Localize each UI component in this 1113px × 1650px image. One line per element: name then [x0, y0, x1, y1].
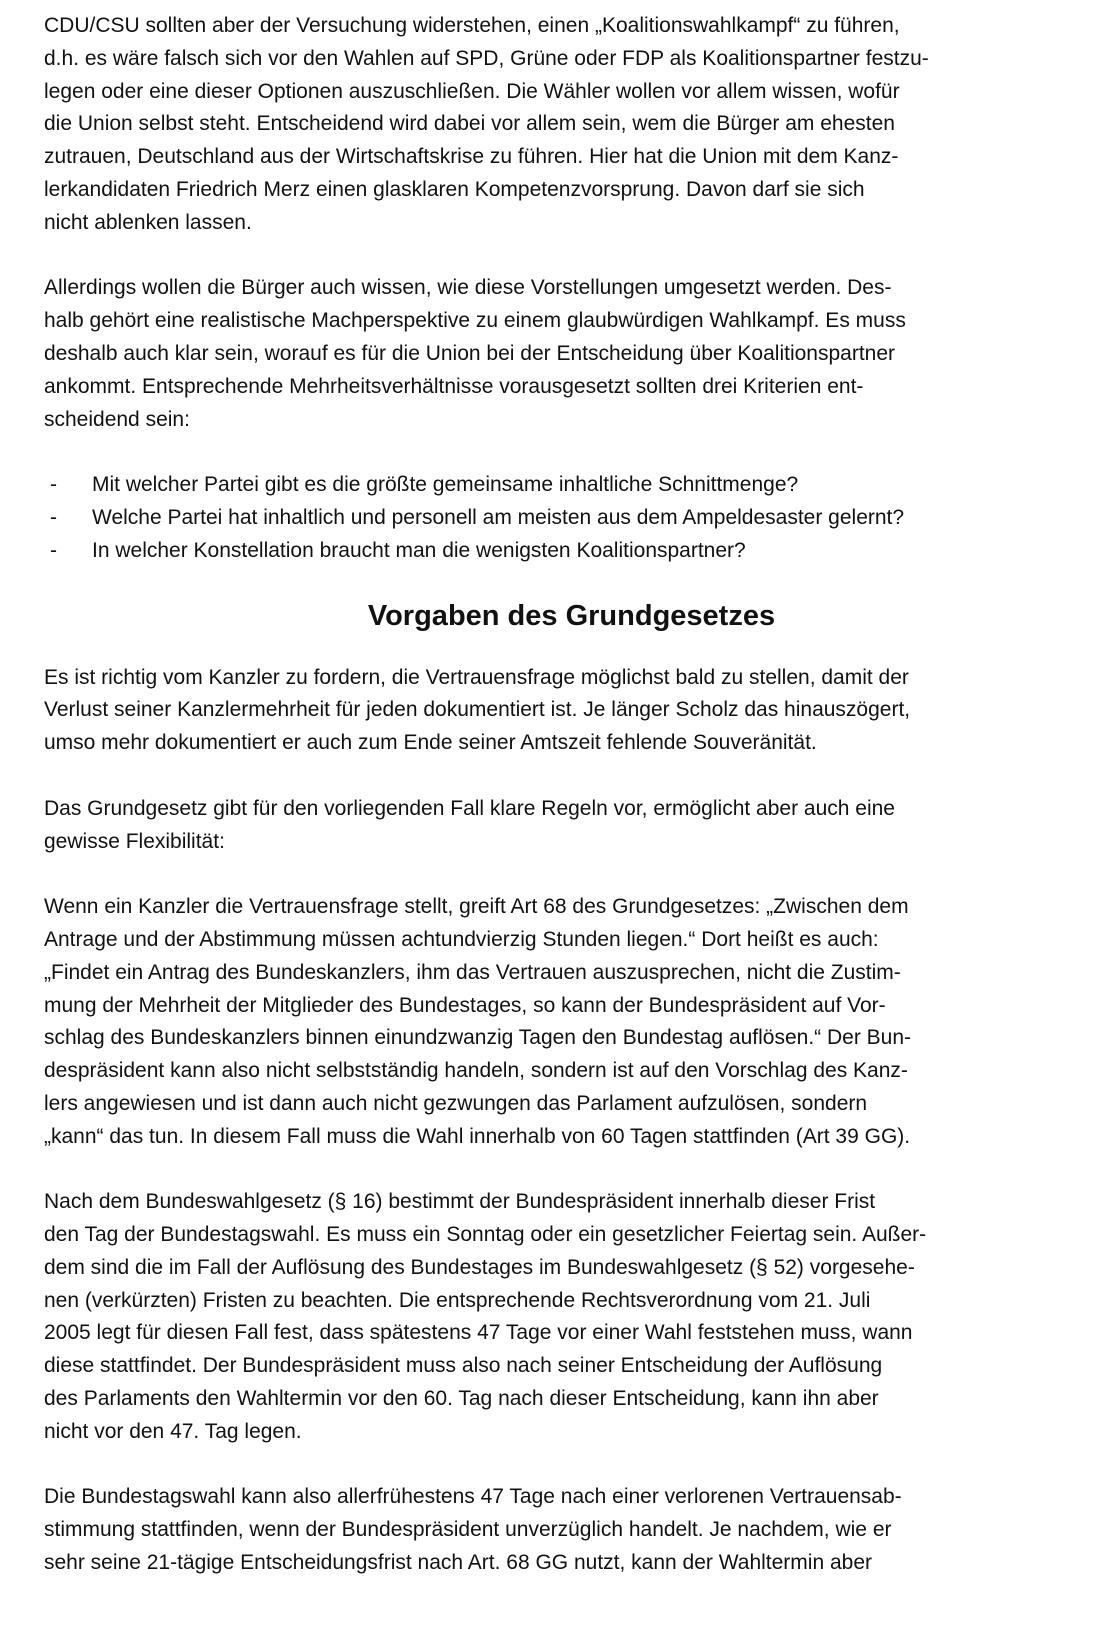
text-line: mung der Mehrheit der Mitglieder des Bundestages, so kann der Bundespräsident auf Vor- [44, 993, 886, 1017]
text-line: „kann“ das tun. In diesem Fall muss die Wahl innerhalb von 60 Tagen stattfinden (Art 39 GG). [44, 1124, 911, 1148]
text-line: sehr seine 21-tägige Entscheidungsfrist nach Art. 68 GG nutzt, kann der Wahltermin aber [44, 1551, 872, 1575]
bullet-dash: - [50, 473, 57, 497]
bullet-dash: - [50, 538, 57, 562]
paragraph-coalition-campaign [44, 10, 1079, 240]
text-line: lers angewiesen und ist dann auch nicht gezwungen das Parlament aufzulösen, sondern [44, 1091, 868, 1115]
text-line: die Union selbst steht. Entscheidend wird dabei vor allem sein, wem die Bürger am ehesten [44, 112, 895, 136]
paragraph-power-perspective [44, 272, 1079, 436]
text-line: schlag des Bundeskanzlers binnen einundzwanzig Tagen den Bundestag auflösen.“ Der Bun- [44, 1026, 912, 1050]
text-line: des Parlaments den Wahltermin vor den 60. Tag nach dieser Entscheidung, kann ihn aber [44, 1387, 879, 1411]
text-line: nicht ablenken lassen. [44, 210, 252, 234]
text-line: scheidend sein: [44, 407, 190, 431]
text-line: deshalb auch klar sein, worauf es für die Union bei der Entscheidung über Koalitionspartner [44, 341, 896, 365]
text-line: legen oder eine dieser Optionen auszuschließen. Die Wähler wollen vor allem wissen, wofür [44, 79, 900, 103]
paragraph-confidence-vote [44, 662, 1079, 760]
paragraph-election-law [44, 1186, 1079, 1448]
text-line: 2005 legt für diesen Fall fest, dass spätestens 47 Tage vor einer Wahl feststehen muss, wann [44, 1321, 913, 1345]
text-line: Antrage und der Abstimmung müssen achtundvierzig Stunden liegen.“ Dort heißt es auch: [44, 927, 879, 951]
text-line: lerkandidaten Friedrich Merz einen glasklaren Kompetenzvorsprung. Davon darf sie sich [44, 177, 865, 201]
text-line: gewisse Flexibilität: [44, 829, 225, 853]
document-page [44, 10, 1079, 1613]
list-item [44, 535, 1079, 568]
text-line: d.h. es wäre falsch sich vor den Wahlen auf SPD, Grüne oder FDP als Koalitionspartner festzu- [44, 46, 929, 70]
text-line: halb gehört eine realistische Machperspektive zu einem glaubwürdigen Wahlkampf. Es muss [44, 309, 906, 333]
text-line: ankommt. Entsprechende Mehrheitsverhältnisse vorausgesetzt sollten drei Kriterien ent- [44, 374, 864, 398]
text-line: zutrauen, Deutschland aus der Wirtschaftskrise zu führen. Hier hat die Union mit dem Kanz- [44, 145, 899, 169]
text-line: dem sind die im Fall der Auflösung des Bundestages im Bundeswahlgesetz (§ 52) vorgesehe- [44, 1255, 915, 1279]
text-line: CDU/CSU sollten aber der Versuchung widerstehen, einen „Koalitionswahlkampf“ zu führen, [44, 14, 900, 37]
text-line: stimmung stattfinden, wenn der Bundespräsident unverzüglich handelt. Je nachdem, wie er [44, 1518, 892, 1542]
paragraph-election-date [44, 1481, 1079, 1579]
text-line: Wenn ein Kanzler die Vertrauensfrage stellt, greift Art 68 des Grundgesetzes: „Zwischen dem [44, 895, 909, 919]
text-line: Nach dem Bundeswahlgesetz (§ 16) bestimmt der Bundespräsident innerhalb dieser Frist [44, 1190, 876, 1214]
list-item [44, 469, 1079, 502]
text-line: umso mehr dokumentiert er auch zum Ende seiner Amtszeit fehlende Souveränität. [44, 731, 817, 755]
list-item-text: Mit welcher Partei gibt es die größte gemeinsame inhaltliche Schnittmenge? [92, 473, 799, 497]
list-item [44, 502, 1079, 535]
list-item-text: In welcher Konstellation braucht man die wenigsten Koalitionspartner? [92, 538, 746, 562]
text-line: nen (verkürzten) Fristen zu beachten. Die entsprechende Rechtsverordnung vom 21. Juli [44, 1288, 871, 1312]
text-line: nicht vor den 47. Tag legen. [44, 1419, 302, 1443]
bullet-dash: - [50, 505, 57, 529]
list-item-text: Welche Partei hat inhaltlich und personell am meisten aus dem Ampeldesaster gelernt? [92, 505, 905, 529]
text-line: Die Bundestagswahl kann also allerfrühestens 47 Tage nach einer verlorenen Vertrauensab- [44, 1485, 902, 1509]
text-line: despräsident kann also nicht selbstständig handeln, sondern ist auf den Vorschlag des Kanz- [44, 1059, 908, 1083]
text-line: Verlust seiner Kanzlermehrheit für jeden dokumentiert ist. Je länger Scholz das hinauszögert, [44, 698, 911, 722]
section-heading: Vorgaben des Grundgesetzes [367, 599, 776, 632]
text-line: den Tag der Bundestagswahl. Es muss ein Sonntag oder ein gesetzlicher Feiertag sein. Außer- [44, 1223, 927, 1247]
text-line: diese stattfindet. Der Bundespräsident muss also nach seiner Entscheidung der Auflösung [44, 1354, 883, 1378]
criteria-list [44, 469, 1079, 567]
paragraph-article-68 [44, 891, 1079, 1153]
text-line: „Findet ein Antrag des Bundeskanzlers, ihm das Vertrauen auszusprechen, nicht die Zustim- [44, 960, 901, 984]
text-line: Es ist richtig vom Kanzler zu fordern, die Vertrauensfrage möglichst bald zu stellen, damit der [44, 665, 909, 689]
paragraph-basic-law-rules [44, 793, 1079, 859]
text-line: Allerdings wollen die Bürger auch wissen, wie diese Vorstellungen umgesetzt werden. Des- [44, 276, 892, 300]
text-line: Das Grundgesetz gibt für den vorliegenden Fall klare Regeln vor, ermöglicht aber auch eine [44, 796, 895, 820]
